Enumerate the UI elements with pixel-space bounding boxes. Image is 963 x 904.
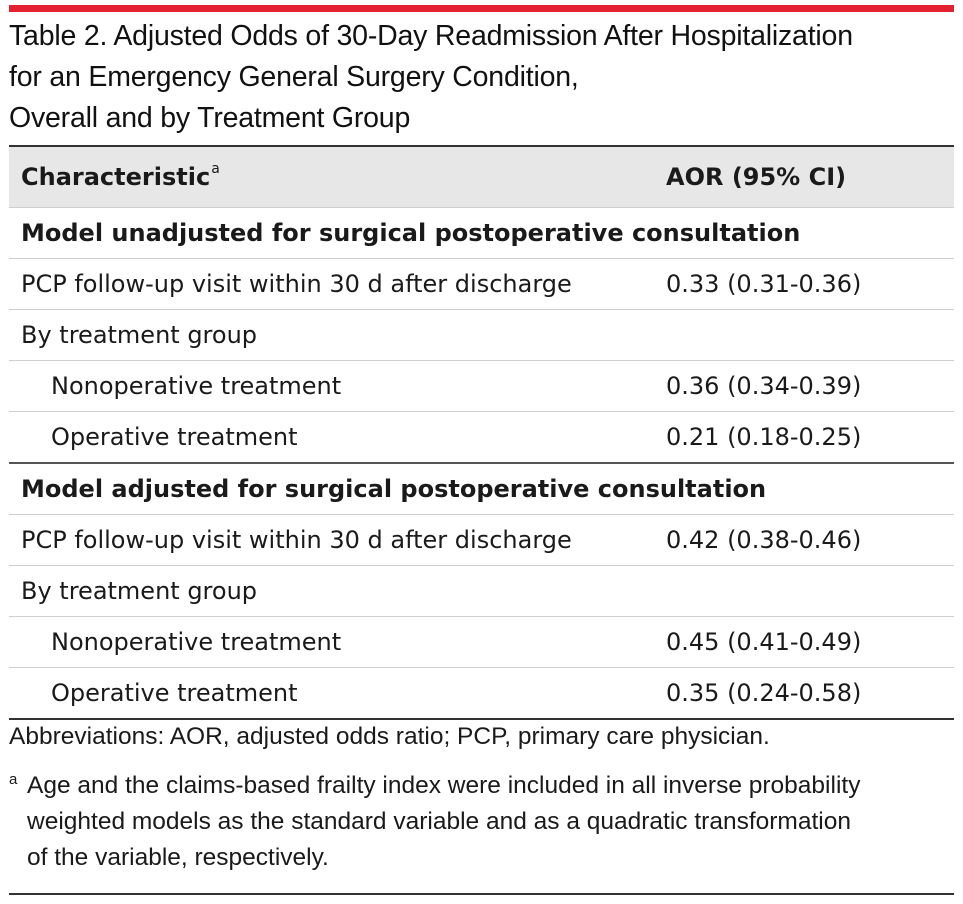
title-line-2: for an Emergency General Surgery Condition, [9,61,579,93]
table-header [9,145,954,207]
table-title [9,16,949,139]
table-row [9,258,954,309]
table-row [9,411,954,462]
footnote-line-2: weighted models as the standard variable and as a quadratic transformation [27,808,851,835]
table-row-section [9,462,954,514]
row-label: Model adjusted for surgical postoperative consultation [21,475,767,503]
top-accent-rule [9,5,954,12]
row-value: 0.36 (0.34-0.39) [666,372,862,400]
table-row [9,360,954,411]
footnote-line-1: Age and the claims-based frailty index were included in all inverse probability [27,772,861,799]
table-row [9,667,954,718]
table-row-section [9,207,954,258]
table-row [9,309,954,360]
table-bottom-rule [9,718,954,720]
row-label: Model unadjusted for surgical postoperative consultation [21,219,801,247]
row-value: 0.35 (0.24-0.58) [666,679,862,707]
header-aor: AOR (95% CI) [666,163,847,191]
row-label: By treatment group [21,321,258,349]
row-label: PCP follow-up visit within 30 d after discharge [21,526,572,554]
title-line-1: Table 2. Adjusted Odds of 30-Day Readmission After Hospitalization [9,20,853,52]
row-label: Operative treatment [51,423,298,451]
abbreviations-note: Abbreviations: AOR, adjusted odds ratio; PCP, primary care physician. [9,723,770,750]
table-row [9,565,954,616]
footnote [9,768,949,876]
title-line-3: Overall and by Treatment Group [9,102,411,134]
row-value: 0.33 (0.31-0.36) [666,270,862,298]
row-value: 0.21 (0.18-0.25) [666,423,862,451]
bottom-rule [9,893,954,895]
table-row [9,616,954,667]
row-label: PCP follow-up visit within 30 d after discharge [21,270,572,298]
header-footnote-marker: a [211,161,220,177]
footnote-marker: a [9,771,18,788]
row-label: Operative treatment [51,679,298,707]
data-table [9,145,954,720]
row-label: Nonoperative treatment [51,628,342,656]
row-label: By treatment group [21,577,258,605]
footnote-line-3: of the variable, respectively. [27,844,329,871]
row-label: Nonoperative treatment [51,372,342,400]
table-row [9,514,954,565]
row-value: 0.45 (0.41-0.49) [666,628,862,656]
header-characteristic: Characteristic $^a$ [21,161,220,191]
row-value: 0.42 (0.38-0.46) [666,526,862,554]
